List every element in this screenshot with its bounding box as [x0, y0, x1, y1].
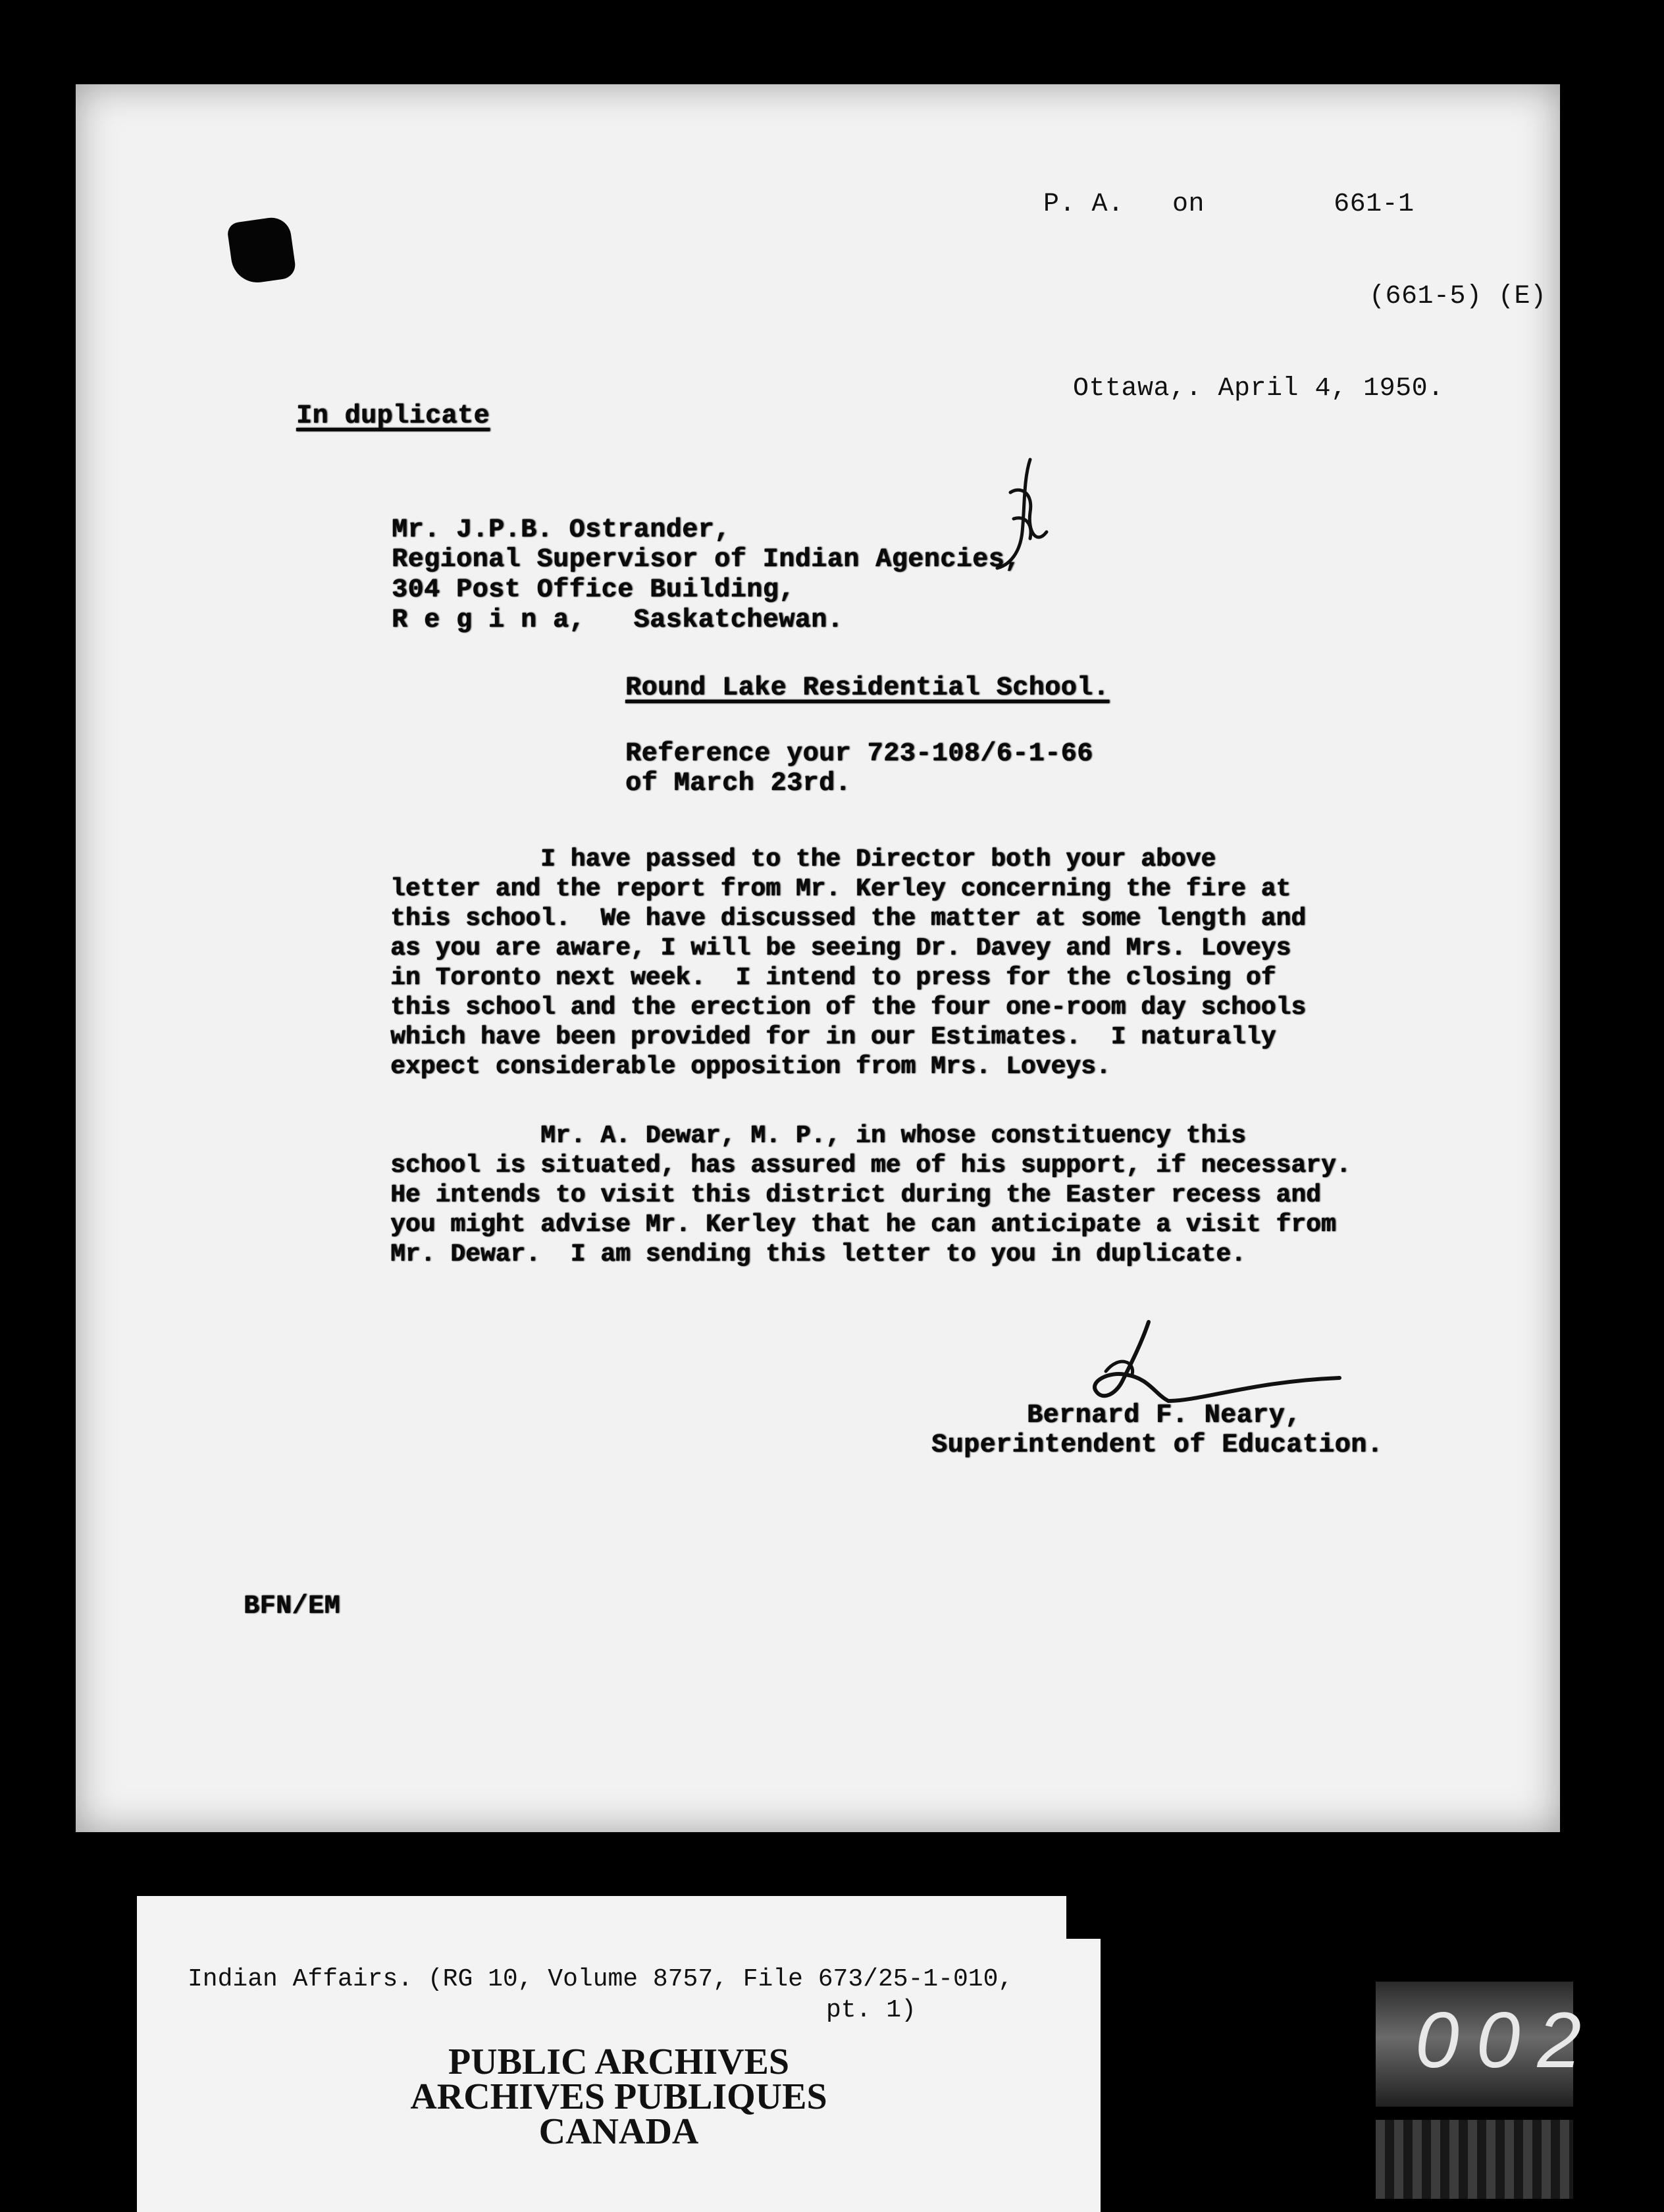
subject-line: Round Lake Residential School.	[625, 673, 1110, 703]
punch-hole-mark	[226, 215, 297, 286]
addressee-address: 304 Post Office Building,	[392, 575, 795, 605]
frame-counter-strip	[1376, 2120, 1573, 2199]
body-line: He intends to visit this district during the Easter recess and	[390, 1181, 1321, 1209]
body-paragraph-2	[390, 1121, 1351, 1269]
body-line: this school. We have discussed the matter at some length and	[390, 905, 1307, 933]
body-line: you might advise Mr. Kerley that he can anticipate a visit from	[390, 1211, 1336, 1239]
typist-initials: BFN/EM	[244, 1592, 341, 1621]
body-line: as you are aware, I will be seeing Dr. Davey and Mrs. Loveys	[390, 934, 1291, 962]
body-line: this school and the erection of the four one-room day schools	[390, 993, 1307, 1022]
archive-citation-line-1: Indian Affairs. (RG 10, Volume 8757, File 673/25-1-010,	[188, 1965, 1014, 1993]
archives-name-en: PUBLIC ARCHIVES	[448, 2041, 790, 2082]
archive-citation-line-2: pt. 1)	[826, 1996, 916, 2024]
body-line: letter and the report from Mr. Kerley concerning the fire at	[390, 875, 1291, 903]
sub-file-reference: (661-5) (E)	[1369, 282, 1547, 311]
reference-line-1: Reference your 723-108/6-1-66	[625, 739, 1093, 769]
body-line: which have been provided for in our Estimates. I naturally	[390, 1023, 1276, 1051]
addressee-title: Regional Supervisor of Indian Agencies,	[392, 545, 1021, 575]
place-and-date: Ottawa,. April 4, 1950.	[1073, 374, 1444, 404]
body-line: I have passed to the Director both your above	[390, 845, 1216, 874]
body-line: Mr. Dewar. I am sending this letter to you in duplicate.	[390, 1240, 1246, 1269]
body-line: expect considerable opposition from Mrs. Loveys.	[390, 1053, 1111, 1081]
file-reference: P. A. on 661-1	[1043, 190, 1415, 219]
archive-label-edge	[1066, 1939, 1101, 2212]
addressee-name: Mr. J.P.B. Ostrander,	[392, 515, 731, 545]
frame-counter-digits: 002	[1415, 1996, 1599, 2084]
archives-name-fr: ARCHIVES PUBLIQUES	[410, 2076, 827, 2117]
duplicate-note: In duplicate	[296, 402, 490, 431]
signatory-name: Bernard F. Neary,	[1027, 1401, 1301, 1431]
body-line: Mr. A. Dewar, M. P., in whose constituency this	[390, 1122, 1246, 1150]
body-line: in Toronto next week. I intend to press for the closing of	[390, 964, 1276, 992]
letter-page	[76, 84, 1560, 1832]
archives-country: CANADA	[538, 2111, 699, 2152]
signatory-title: Superintendent of Education.	[931, 1431, 1384, 1460]
addressee-city: R e g i n a, Saskatchewan.	[392, 606, 844, 635]
body-paragraph-1	[390, 845, 1306, 1082]
reference-line-2: of March 23rd.	[625, 769, 852, 799]
body-line: school is situated, has assured me of his support, if necessary.	[390, 1151, 1351, 1180]
